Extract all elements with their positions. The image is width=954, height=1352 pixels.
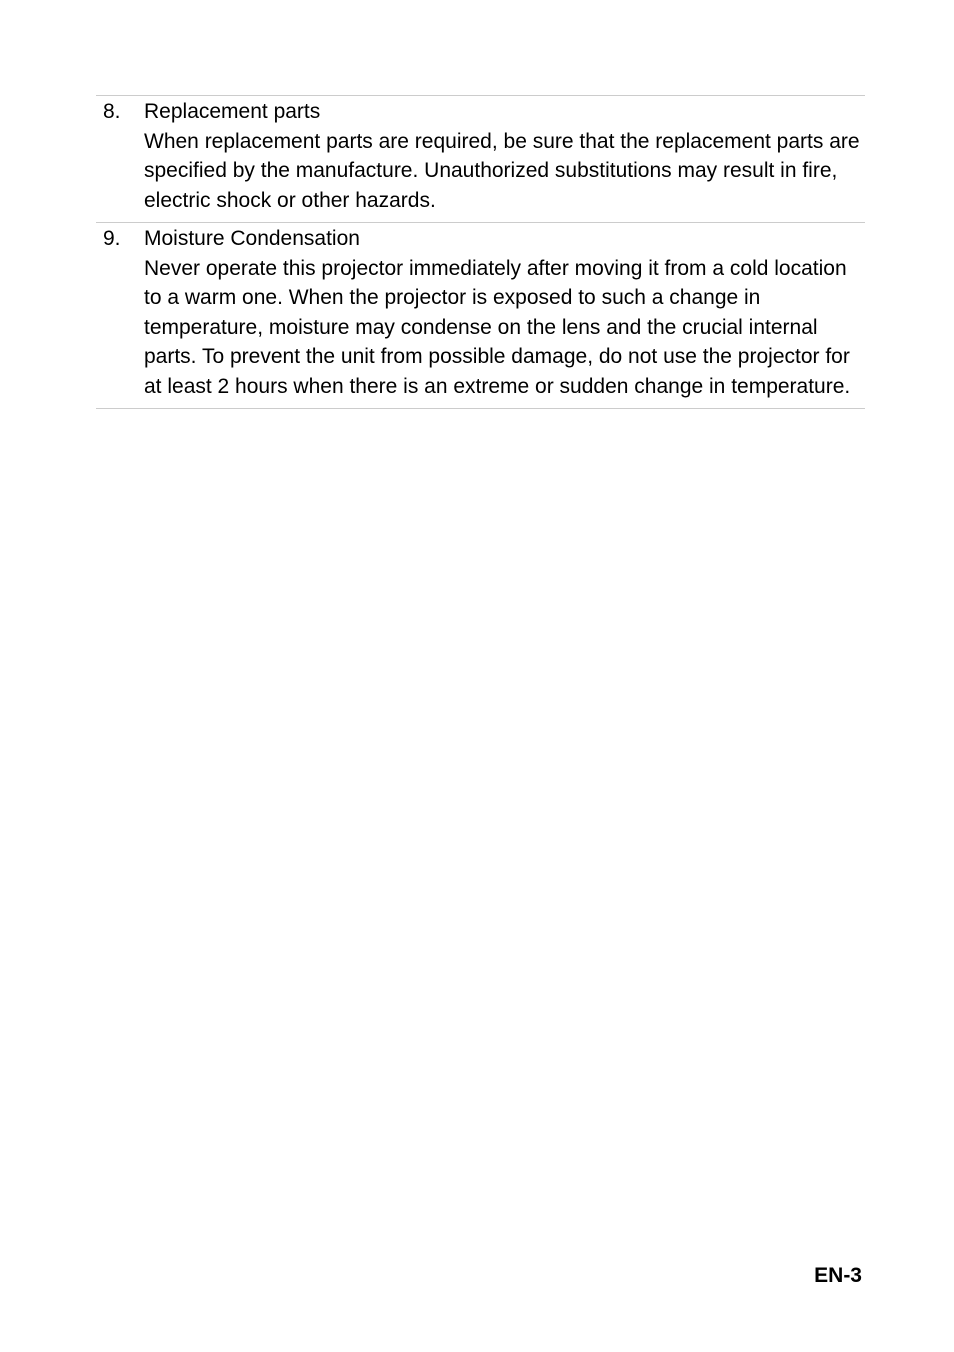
list-item-moisture-condensation — [96, 223, 865, 409]
item-text: When replacement parts are required, be sure that the replacement parts are specified by the manufacture. Unauthorized substitutions may result in fire, electric shock or other hazards. — [144, 129, 860, 212]
item-title: Moisture Condensation — [144, 227, 360, 250]
item-number: 8. — [103, 100, 121, 123]
item-body — [144, 97, 865, 215]
page-number: EN-3 — [814, 1264, 862, 1287]
item-text: Never operate this projector immediately after moving it from a cold location to a warm one. When the projector is exposed to such a change in temperature, moisture may condense on the lens and the crucial internal parts. To prevent the unit from possible damage, do not use the projector for at least 2 hours when there is an extreme or sudden change in temperature. — [144, 256, 851, 398]
item-number: 9. — [103, 227, 121, 250]
safety-item-list — [96, 95, 865, 409]
item-body — [144, 224, 865, 401]
list-item-replacement-parts — [96, 96, 865, 223]
item-title: Replacement parts — [144, 100, 321, 123]
